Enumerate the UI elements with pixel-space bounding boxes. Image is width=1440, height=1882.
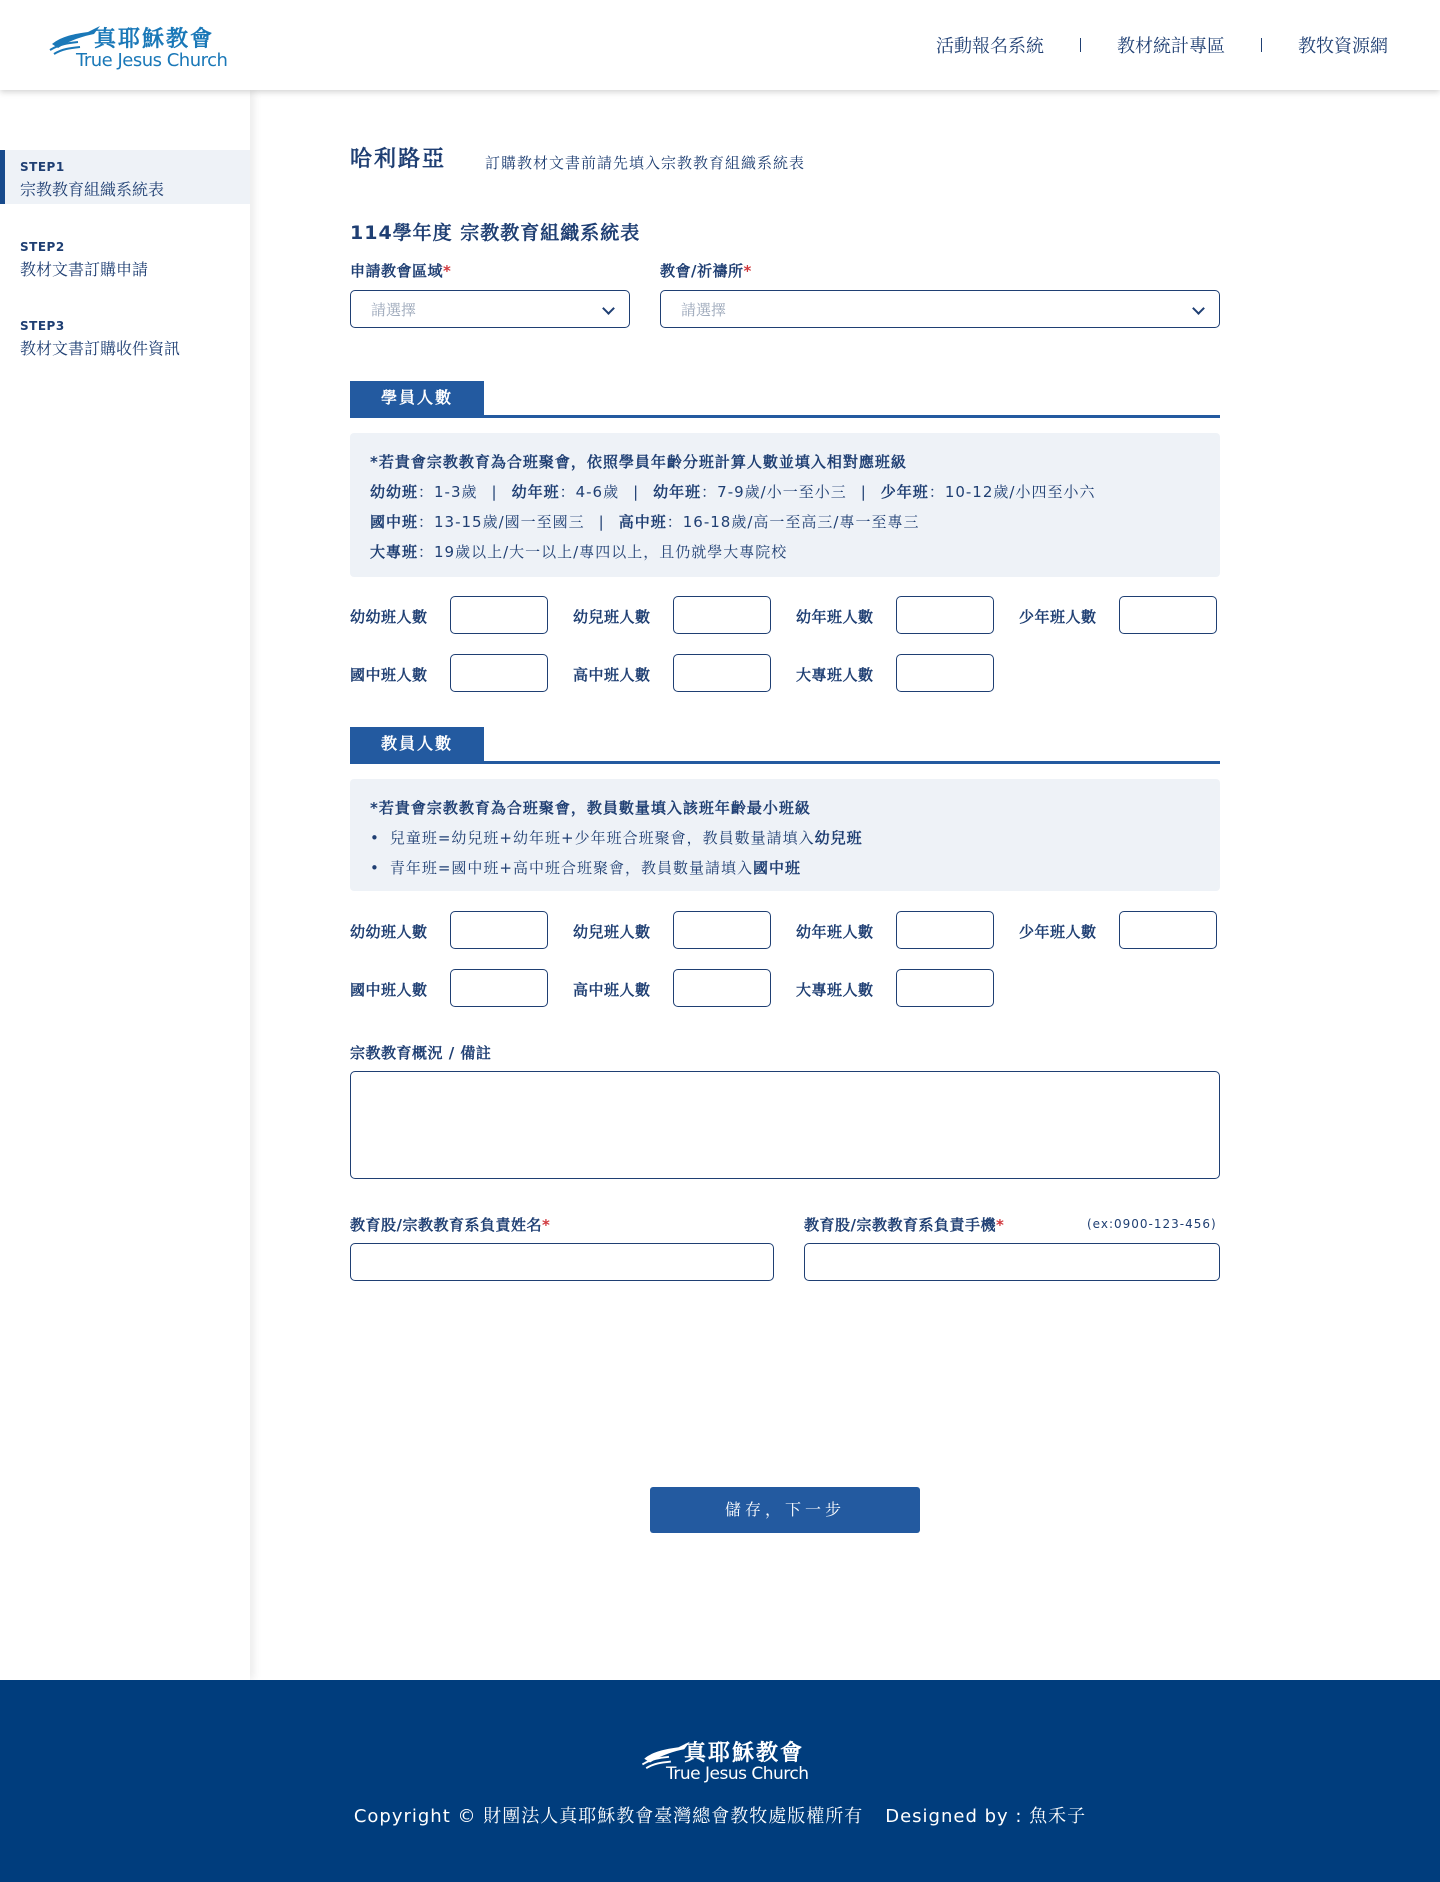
section-divider <box>350 761 1220 764</box>
logo-text-en: True Jesus Church <box>76 50 228 71</box>
footer-logo-text-en: True Jesus Church <box>666 1764 809 1784</box>
teacher-count-label: 幼兒班人數 <box>573 923 651 941</box>
students-note-line3: 大專班：19歲以上/大一以上/專四以上，且仍就學大專院校 <box>370 543 788 561</box>
teacher-count-label: 大專班人數 <box>796 981 874 999</box>
region-select[interactable] <box>350 290 630 328</box>
church-label <box>660 260 752 281</box>
student-count-label: 幼兒班人數 <box>573 608 651 626</box>
student-count-toddler-input[interactable] <box>673 596 771 634</box>
footer-copyright <box>0 1802 1440 1828</box>
contact-name-input[interactable] <box>350 1243 774 1281</box>
student-count-label: 幼幼班人數 <box>350 608 428 626</box>
remarks-label: 宗教教育概況 / 備註 <box>350 1044 492 1062</box>
step-label: 教材文書訂購收件資訊 <box>20 339 181 358</box>
contact-name-label-text: 教育股/宗教教育系負責姓名 <box>350 1216 542 1234</box>
form-title: 114學年度 宗教教育組織系統表 <box>350 222 641 244</box>
sidebar-step-3[interactable] <box>0 309 250 363</box>
students-note-line1: 幼幼班：1-3歲 | 幼年班：4-6歲 | 幼年班：7-9歲/小一至小三 | 少年班：10-12歲/小四至小六 <box>370 483 1096 501</box>
logo-text-zh: 真耶穌教會 <box>94 27 215 52</box>
teachers-section-tab: 教員人數 <box>350 727 484 761</box>
teacher-count-toddler-input[interactable] <box>673 911 771 949</box>
copyright-text: Copyright © 財團法人真耶穌教會臺灣總會教牧處版權所有 <box>353 1806 864 1827</box>
save-next-button[interactable]: 儲存，下一步 <box>650 1487 920 1533</box>
region-label <box>350 260 451 281</box>
step-label: 宗教教育組織系統表 <box>20 180 165 199</box>
required-mark: * <box>541 1216 551 1234</box>
students-note-head: *若貴會宗教教育為合班聚會，依照學員年齡分班計算人數並填入相對應班級 <box>370 453 907 471</box>
designer-credit: Designed by : 魚禾子 <box>885 1806 1087 1827</box>
teachers-note-item: • 兒童班=幼兒班+幼年班+少年班合班聚會，教員數量請填入幼兒班 <box>370 823 1200 853</box>
required-mark: * <box>743 262 752 280</box>
chevron-down-icon <box>602 302 615 315</box>
teacher-count-youth-input[interactable] <box>1119 911 1217 949</box>
contact-phone-label-text: 教育股/宗教教育系負責手機 <box>804 1216 996 1234</box>
teachers-note-head: *若貴會宗教教育為合班聚會，教員數量填入該班年齡最小班級 <box>370 799 811 817</box>
church-select-placeholder: 請選擇 <box>681 301 727 319</box>
teacher-count-infant-input[interactable] <box>450 911 548 949</box>
greeting-title: 哈利路亞 <box>350 147 447 172</box>
step-sidebar <box>0 90 250 1680</box>
nav-divider <box>1080 38 1081 52</box>
region-label-text: 申請教會區域 <box>350 262 444 280</box>
phone-format-hint: (ex:0900-123-456) <box>1087 1217 1217 1231</box>
students-note-line2: 國中班：13-15歲/國一至國三 | 高中班：16-18歲/高一至高三/專一至專三 <box>370 513 920 531</box>
student-count-junior-input[interactable] <box>896 596 994 634</box>
teachers-note-list <box>370 823 1200 883</box>
top-nav <box>936 32 1388 58</box>
step-number: STEP3 <box>20 319 65 333</box>
nav-material-stats[interactable]: 教材統計專區 <box>1117 36 1225 57</box>
teacher-count-label: 國中班人數 <box>350 981 428 999</box>
sidebar-step-2[interactable] <box>0 230 250 284</box>
region-select-placeholder: 請選擇 <box>371 301 417 319</box>
student-count-infant-input[interactable] <box>450 596 548 634</box>
student-count-youth-input[interactable] <box>1119 596 1217 634</box>
greeting-subtitle: 訂購教材文書前請先填入宗教教育組織系統表 <box>485 154 806 172</box>
footer-logo <box>640 1734 810 1784</box>
student-count-label: 幼年班人數 <box>796 608 874 626</box>
step-number: STEP2 <box>20 240 65 254</box>
chevron-down-icon <box>1192 302 1205 315</box>
sidebar-step-1[interactable] <box>0 150 250 204</box>
nav-pastoral-resources[interactable]: 教牧資源網 <box>1298 36 1388 57</box>
step-label: 教材文書訂購申請 <box>20 260 149 279</box>
teacher-count-label: 幼年班人數 <box>796 923 874 941</box>
students-section-tab: 學員人數 <box>350 381 484 415</box>
teacher-count-label: 幼幼班人數 <box>350 923 428 941</box>
required-mark: * <box>995 1216 1005 1234</box>
church-select[interactable] <box>660 290 1220 328</box>
site-header <box>0 0 1440 90</box>
student-count-label: 大專班人數 <box>796 666 874 684</box>
site-logo[interactable] <box>48 18 238 74</box>
teachers-note-item: • 青年班=國中班+高中班合班聚會，教員數量請填入國中班 <box>370 853 1200 883</box>
teacher-count-college-input[interactable] <box>896 969 994 1007</box>
nav-event-registration[interactable]: 活動報名系統 <box>936 36 1044 57</box>
student-count-label: 少年班人數 <box>1019 608 1097 626</box>
nav-divider <box>1261 38 1262 52</box>
contact-phone-label <box>804 1214 1004 1235</box>
student-count-label: 高中班人數 <box>573 666 651 684</box>
teacher-count-label: 少年班人數 <box>1019 923 1097 941</box>
contact-name-label <box>350 1214 550 1235</box>
student-count-college-input[interactable] <box>896 654 994 692</box>
step-number: STEP1 <box>20 160 65 174</box>
section-divider <box>350 415 1220 418</box>
required-mark: * <box>443 262 452 280</box>
teacher-count-junior-input[interactable] <box>896 911 994 949</box>
teacher-count-senior-high-input[interactable] <box>673 969 771 1007</box>
contact-phone-input[interactable] <box>804 1243 1220 1281</box>
students-note <box>350 433 1220 577</box>
site-footer <box>0 1680 1440 1882</box>
teachers-note <box>350 779 1220 891</box>
student-count-label: 國中班人數 <box>350 666 428 684</box>
footer-logo-text-zh: 真耶穌教會 <box>684 1741 805 1766</box>
remarks-textarea[interactable] <box>350 1071 1220 1179</box>
student-count-senior-high-input[interactable] <box>673 654 771 692</box>
church-label-text: 教會/祈禱所 <box>660 262 744 280</box>
student-count-junior-high-input[interactable] <box>450 654 548 692</box>
teacher-count-junior-high-input[interactable] <box>450 969 548 1007</box>
teacher-count-label: 高中班人數 <box>573 981 651 999</box>
